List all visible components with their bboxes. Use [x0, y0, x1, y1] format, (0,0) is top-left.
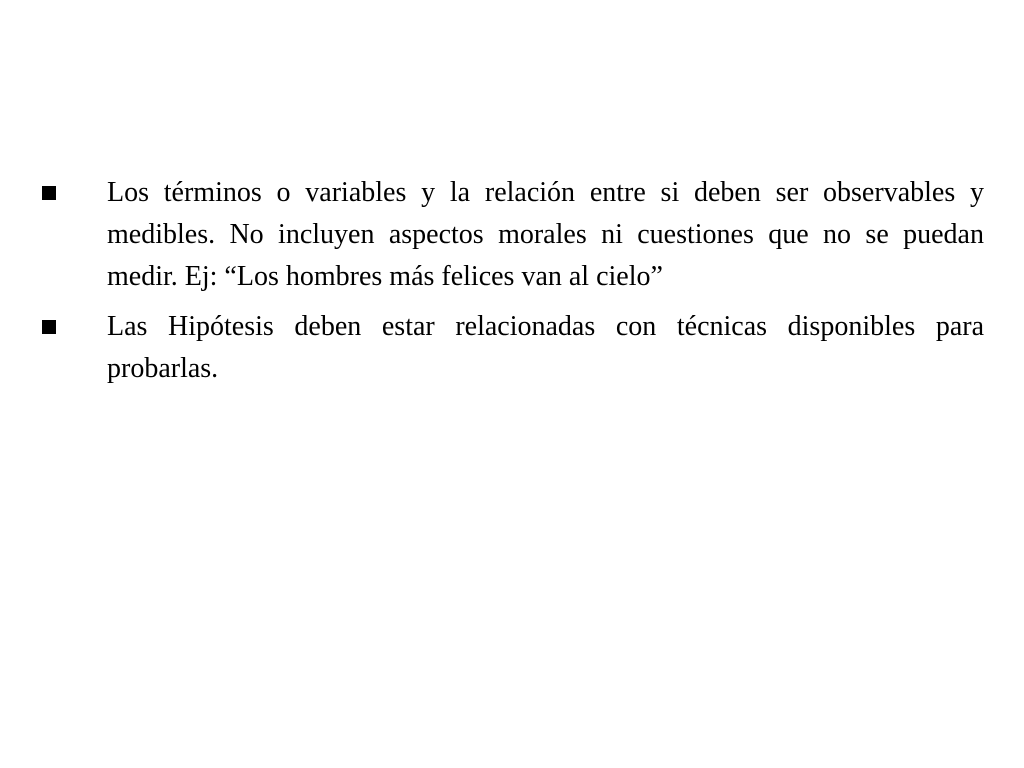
bullet-text: Las Hipótesis deben estar relacionadas con técnicas disponibles para probarlas. [107, 311, 984, 384]
bullet-text: Los términos o variables y la relación entre si deben ser observables y medibles. No incluyen aspectos morales ni cuestiones que no se puedan medir. Ej: “Los hombres más felices van al cielo” [107, 177, 984, 292]
list-item [40, 172, 984, 298]
square-bullet-icon [42, 186, 56, 200]
list-item [40, 306, 984, 390]
bullet-list [40, 172, 984, 398]
square-bullet-icon [42, 320, 56, 334]
